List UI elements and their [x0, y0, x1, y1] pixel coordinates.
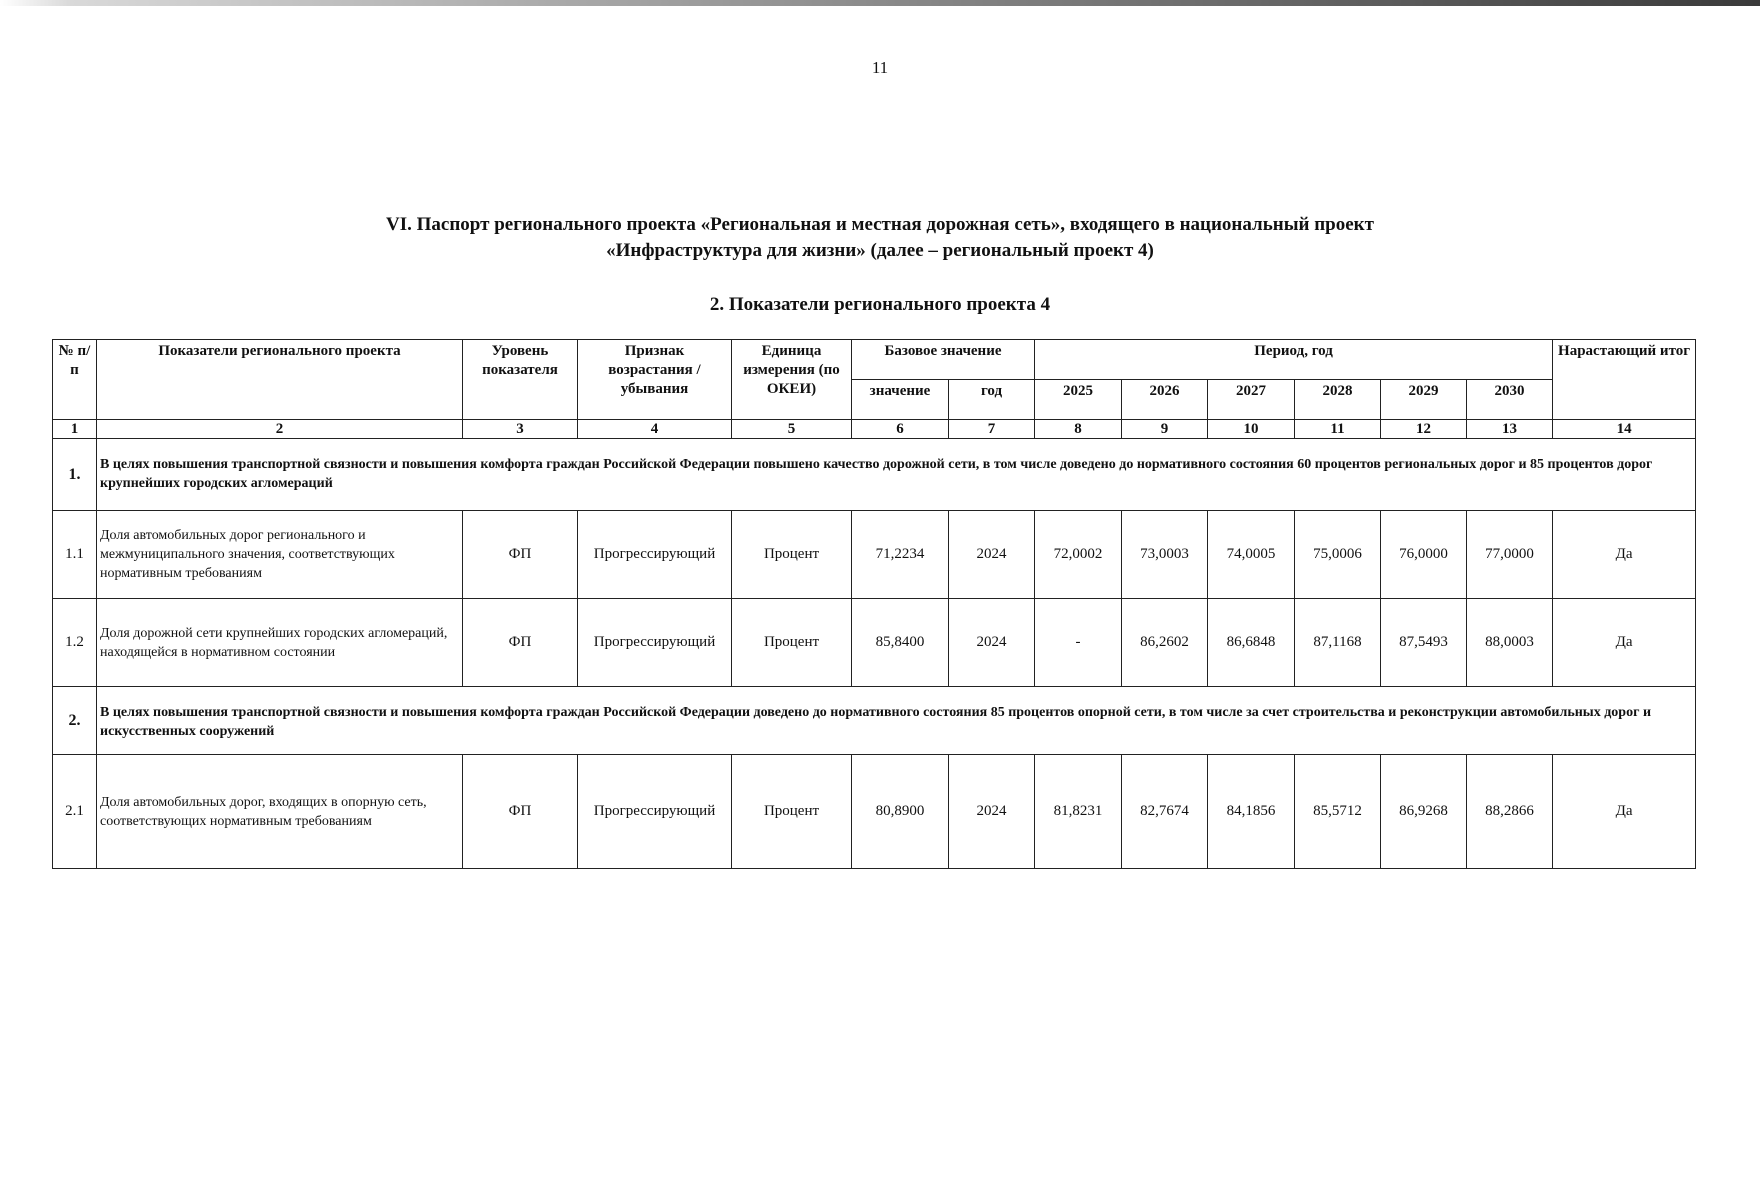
column-number: 13	[1467, 420, 1553, 439]
indicator-name: Доля автомобильных дорог, входящих в опорную сеть, соответствующих нормативным требованиям	[97, 755, 463, 869]
header-row	[53, 340, 1696, 380]
header-year: 2026	[1122, 380, 1208, 420]
goal-row	[53, 439, 1696, 511]
indicator-number: 2.1	[53, 755, 97, 869]
header-base-value: значение	[852, 380, 949, 420]
header-level: Уровень показателя	[463, 340, 578, 420]
header-year: 2028	[1295, 380, 1381, 420]
goal-number: 2.	[53, 687, 97, 755]
indicator-unit: Процент	[732, 511, 852, 599]
value-2028: 85,5712	[1295, 755, 1381, 869]
cumulative-flag: Да	[1553, 599, 1696, 687]
value-2026: 82,7674	[1122, 755, 1208, 869]
indicator-row	[53, 599, 1696, 687]
indicator-trend: Прогрессирующий	[578, 755, 732, 869]
base-year: 2024	[949, 599, 1035, 687]
indicator-row	[53, 755, 1696, 869]
indicator-number: 1.1	[53, 511, 97, 599]
goal-number: 1.	[53, 439, 97, 511]
indicator-name: Доля автомобильных дорог регионального и межмуниципального значения, соответствующих нормативным требованиям	[97, 511, 463, 599]
section-heading	[100, 212, 1660, 264]
value-2028: 75,0006	[1295, 511, 1381, 599]
header-num: № п/п	[53, 340, 97, 420]
column-number: 8	[1035, 420, 1122, 439]
value-2027: 86,6848	[1208, 599, 1295, 687]
goal-text-cell	[97, 687, 1696, 755]
value-2026: 86,2602	[1122, 599, 1208, 687]
column-number: 1	[53, 420, 97, 439]
indicator-trend: Прогрессирующий	[578, 599, 732, 687]
header-year: 2029	[1381, 380, 1467, 420]
base-year: 2024	[949, 755, 1035, 869]
goal-text-cell	[97, 439, 1696, 511]
column-number: 12	[1381, 420, 1467, 439]
indicator-unit: Процент	[732, 755, 852, 869]
goal-text: В целях повышения транспортной связности и повышения комфорта граждан Российской Федерации повышено качество дорожной сети, в том числе доведено до нормативного состояния 60 процентов региональных дорог и 85 процентов дорог крупнейших городских агломераций	[100, 457, 1653, 491]
value-2030: 88,0003	[1467, 599, 1553, 687]
cumulative-flag: Да	[1553, 755, 1696, 869]
value-2030: 88,2866	[1467, 755, 1553, 869]
column-number-row	[53, 420, 1696, 439]
column-number: 9	[1122, 420, 1208, 439]
value-2029: 86,9268	[1381, 755, 1467, 869]
header-year: 2025	[1035, 380, 1122, 420]
section-heading-line-2: «Инфраструктура для жизни» (далее – региональный проект 4)	[606, 240, 1154, 261]
page-number: 11	[871, 58, 889, 77]
scan-edge	[0, 0, 1760, 6]
value-2027: 74,0005	[1208, 511, 1295, 599]
column-number: 14	[1553, 420, 1696, 439]
header-indicator: Показатели регионального проекта	[97, 340, 463, 420]
value-2028: 87,1168	[1295, 599, 1381, 687]
indicator-unit: Процент	[732, 599, 852, 687]
column-number: 10	[1208, 420, 1295, 439]
value-2026: 73,0003	[1122, 511, 1208, 599]
base-value: 71,2234	[852, 511, 949, 599]
header-year: 2027	[1208, 380, 1295, 420]
goal-row	[53, 687, 1696, 755]
indicator-level: ФП	[463, 511, 578, 599]
indicator-level: ФП	[463, 755, 578, 869]
column-number: 4	[578, 420, 732, 439]
value-2027: 84,1856	[1208, 755, 1295, 869]
column-number: 6	[852, 420, 949, 439]
header-unit: Единица измерения (по ОКЕИ)	[732, 340, 852, 420]
column-number: 11	[1295, 420, 1381, 439]
header-period: Период, год	[1035, 340, 1553, 380]
indicator-row	[53, 511, 1696, 599]
value-2029: 76,0000	[1381, 511, 1467, 599]
value-2025: -	[1035, 599, 1122, 687]
goal-text: В целях повышения транспортной связности и повышения комфорта граждан Российской Федерации доведено до нормативного состояния 85 процентов опорной сети, в том числе за счет строительства и реконструкции автомобильных дорог и искусственных сооружений	[100, 705, 1652, 739]
indicator-trend: Прогрессирующий	[578, 511, 732, 599]
column-number: 3	[463, 420, 578, 439]
value-2030: 77,0000	[1467, 511, 1553, 599]
indicator-level: ФП	[463, 599, 578, 687]
indicator-name: Доля дорожной сети крупнейших городских агломераций, находящейся в нормативном состоянии	[97, 599, 463, 687]
value-2025: 81,8231	[1035, 755, 1122, 869]
header-year: 2030	[1467, 380, 1553, 420]
header-cumulative: Нарастающий итог	[1553, 340, 1696, 420]
table-heading: 2. Показатели регионального проекта 4	[709, 294, 1051, 315]
indicators-table	[52, 339, 1696, 869]
column-number: 5	[732, 420, 852, 439]
header-trend: Признак возрастания / убывания	[578, 340, 732, 420]
base-value: 85,8400	[852, 599, 949, 687]
header-base-year: год	[949, 380, 1035, 420]
base-year: 2024	[949, 511, 1035, 599]
indicator-number: 1.2	[53, 599, 97, 687]
base-value: 80,8900	[852, 755, 949, 869]
column-number: 2	[97, 420, 463, 439]
section-heading-line-1: VI. Паспорт регионального проекта «Региональная и местная дорожная сеть», входящего в национальный проект	[386, 214, 1374, 235]
column-number: 7	[949, 420, 1035, 439]
value-2029: 87,5493	[1381, 599, 1467, 687]
header-base: Базовое значение	[852, 340, 1035, 380]
value-2025: 72,0002	[1035, 511, 1122, 599]
cumulative-flag: Да	[1553, 511, 1696, 599]
